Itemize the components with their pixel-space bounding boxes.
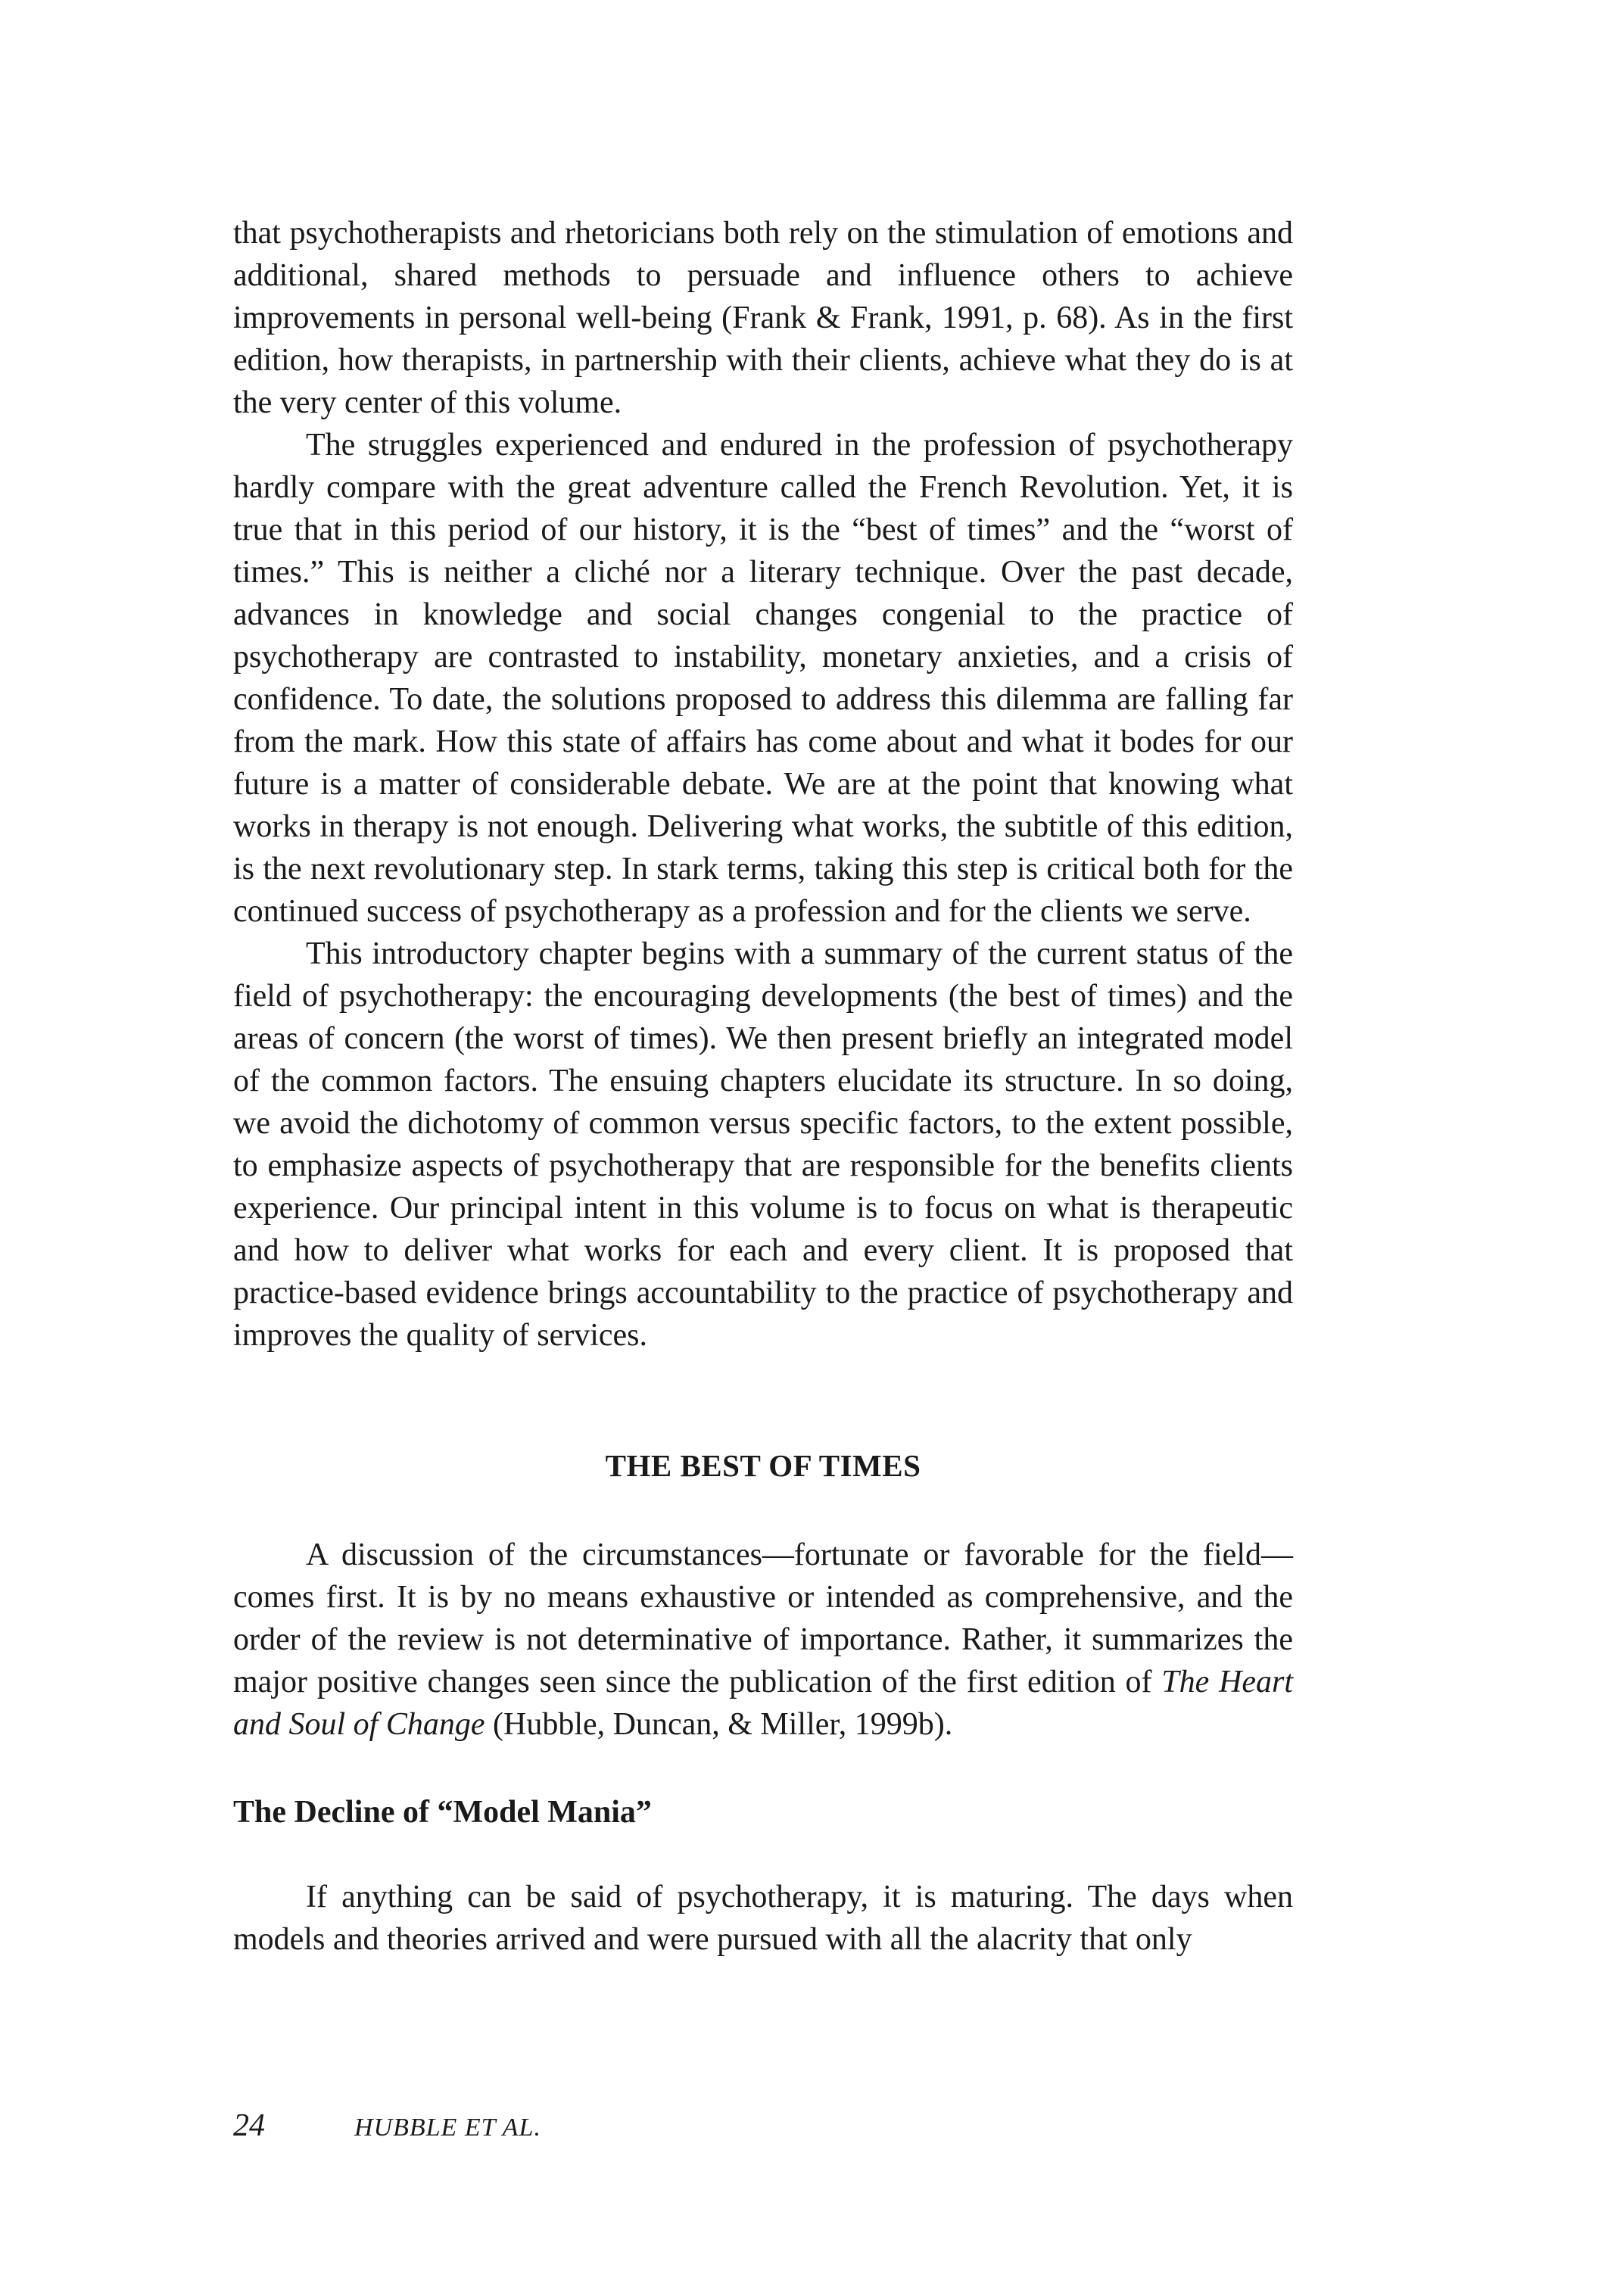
paragraph-5: If anything can be said of psychotherapy, it is maturing. The days when models and theories arrived and were pursued with all the alacrity that only: [233, 1880, 1293, 1957]
running-head: HUBBLE ET AL.: [354, 2114, 541, 2142]
page-footer: [233, 2104, 541, 2149]
paragraph-1: that psychotherapists and rhetoricians both rely on the stimulation of emotions and additional, shared methods to persuade and influence others to achieve improvements in personal well-being (Frank & Frank, 1991, p. 68). As in the first edition, how therapists, in partnership with their clients, achieve what they do is at the very center of this volume.: [233, 216, 1293, 420]
paragraph-4: [233, 1534, 1293, 1746]
subsection-heading: The Decline of “Model Mania”: [233, 1795, 652, 1830]
paragraph-4-text-start: A discussion of the circumstances—fortunate or favorable for the field—comes first. It is by no means exhaustive or intended as comprehensive, and the order of the review is not determinative of importance. Rather, it summarizes the major positive changes seen since the publication of the first edition of: [233, 1537, 1293, 1699]
book-title: The Heart and Soul of Change: [233, 1665, 1293, 1742]
page-number: 24: [233, 2108, 265, 2143]
paragraph-4-text-end: (Hubble, Duncan, & Miller, 1999b).: [485, 1707, 953, 1742]
page-body: [233, 212, 1293, 1961]
paragraph-3: This introductory chapter begins with a summary of the current status of the field of psychotherapy: the encouraging developments (the best of times) and the areas of concern (the worst of times). We then present briefly an integrated model of the common factors. The ensuing chapters elucidate its structure. In so doing, we avoid the dichotomy of common versus specific factors, to the extent possible, to emphasize aspects of psychotherapy that are responsible for the benefits clients experience. Our principal intent in this volume is to focus on what is therapeutic and how to deliver what works for each and every client. It is proposed that practice-based evidence brings accountability to the practice of psychotherapy and improves the quality of services.: [233, 936, 1293, 1353]
section-heading: THE BEST OF TIMES: [605, 1448, 921, 1483]
paragraph-2: The struggles experienced and endured in the profession of psychotherapy hardly compare with the great adventure called the French Revolution. Yet, it is true that in this period of our history, it is the “best of times” and the “worst of times.” This is neither a cliché nor a literary technique. Over the past decade, advances in knowledge and social changes congenial to the practice of psychotherapy are contrasted to instability, monetary anxieties, and a crisis of confidence. To date, the solutions proposed to address this dilemma are falling far from the mark. How this state of affairs has come about and what it bodes for our future is a matter of considerable debate. We are at the point that knowing what works in therapy is not enough. Delivering what works, the subtitle of this edition, is the next revolutionary step. In stark terms, taking this step is critical both for the continued success of psychotherapy as a profession and for the clients we serve.: [233, 428, 1293, 929]
